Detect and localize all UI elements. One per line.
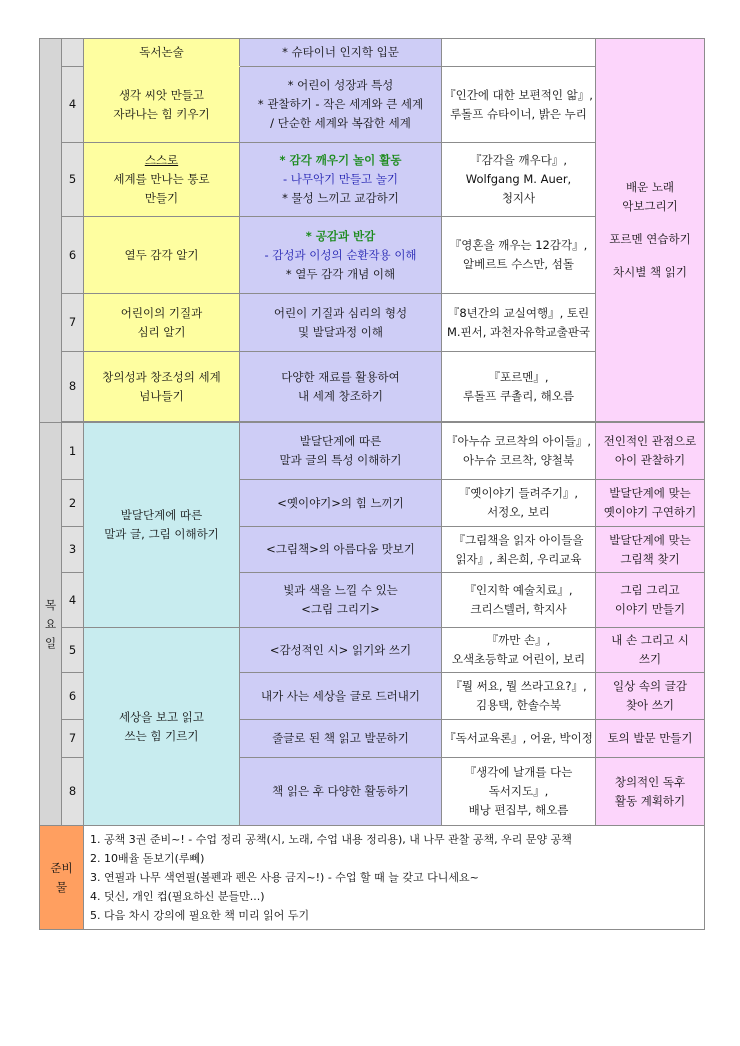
activity-text: * 물성 느끼고 교감하기 xyxy=(282,191,399,205)
practice-text: 아이 관찰하기 xyxy=(614,453,686,467)
practice-text: 쓰기 xyxy=(638,652,662,666)
prep-item: 3. 연필과 나무 색연필(볼펜과 펜은 사용 금지~!) - 수업 할 때 늘 갖고 다니세요~ xyxy=(90,871,479,884)
practice-text: 일상 속의 글감 xyxy=(613,679,687,693)
row-number: 5 xyxy=(62,143,84,217)
topic-text: 심리 알기 xyxy=(137,324,186,339)
book-text: 독서지도』, xyxy=(488,784,549,798)
activity-text: 줄글로 된 책 읽고 발문하기 xyxy=(272,731,409,745)
book-text: 『포르멘』, xyxy=(488,369,549,384)
table-row xyxy=(40,39,705,67)
prep-item: 5. 다음 차시 강의에 필요한 책 미리 읽어 두기 xyxy=(90,909,310,922)
activity-text: * 공감과 반감 xyxy=(305,228,376,243)
book-text: 루돌프 슈타이너, 밝은 누리 xyxy=(450,106,587,121)
practice-cell xyxy=(596,527,705,573)
row-number: 8 xyxy=(62,758,84,826)
activity-text: <옛이야기>의 힘 느끼기 xyxy=(277,495,404,510)
book-cell xyxy=(442,527,596,573)
topic-cell xyxy=(84,294,240,352)
activity-cell xyxy=(240,423,442,480)
book-cell xyxy=(442,217,596,294)
topic-text: 쓰는 힘 기르기 xyxy=(124,728,199,743)
book-text: Wolfgang M. Auer, xyxy=(465,172,572,186)
topic-text: 세계를 만나는 통로 xyxy=(113,172,210,186)
activity-cell xyxy=(240,758,442,826)
book-text: 청지사 xyxy=(501,191,536,205)
row-number: 7 xyxy=(62,294,84,352)
schedule-table xyxy=(39,38,705,930)
practice-text: 포르멘 연습하기 xyxy=(609,232,691,246)
activity-cell xyxy=(240,628,442,673)
book-text: 『아누슈 코르착의 아이들』, xyxy=(445,434,592,448)
day-label: 목 xyxy=(44,597,57,612)
prep-item: 2. 10배율 돋보기(루뻬) xyxy=(90,852,205,865)
book-text: 『인간에 대한 보편적인 앎』, xyxy=(444,87,593,102)
practice-cell xyxy=(596,720,705,758)
activity-text: 및 발달과정 이해 xyxy=(297,324,384,339)
day-cell-thursday xyxy=(40,423,62,826)
activity-text: 다양한 재료를 활용하여 xyxy=(281,369,400,384)
activity-cell xyxy=(240,673,442,720)
topic-text: 만들기 xyxy=(144,191,179,205)
practice-text: 전인적인 관점으로 xyxy=(603,434,697,448)
activity-text: - 감성과 이성의 순환작용 이해 xyxy=(264,247,417,262)
book-text: 아누슈 코르착, 양철북 xyxy=(463,453,574,467)
practice-cell xyxy=(596,628,705,673)
activity-cell xyxy=(240,573,442,628)
row-number: 8 xyxy=(62,352,84,422)
book-text: 『영혼을 깨우는 12감각』, xyxy=(449,238,588,252)
topic-cell xyxy=(84,628,240,826)
book-text: 루돌프 쿠촐리, 해오름 xyxy=(463,388,574,403)
topic-cell xyxy=(84,39,240,67)
topic-text: 넘나들기 xyxy=(139,388,184,403)
activity-text: * 열두 감각 개념 이해 xyxy=(285,266,396,281)
prep-label-cell xyxy=(40,826,84,930)
topic-text: 생각 씨앗 만들고 xyxy=(118,87,205,102)
prep-label: 준비 xyxy=(50,860,73,875)
row-number: 3 xyxy=(62,527,84,573)
book-cell xyxy=(442,352,596,422)
book-cell xyxy=(442,758,596,826)
activity-cell xyxy=(240,352,442,422)
prep-item: 4. 덧신, 개인 컵(필요하신 분들만...) xyxy=(90,890,265,903)
practice-text: 활동 계획하기 xyxy=(614,793,686,808)
activity-text: <그림 그리기> xyxy=(301,602,380,616)
topic-cell xyxy=(84,352,240,422)
book-cell xyxy=(442,143,596,217)
topic-cell xyxy=(84,67,240,143)
topic-text: 어린이의 기질과 xyxy=(120,305,203,320)
practice-text: 발달단계에 맞는 xyxy=(609,486,691,500)
book-cell xyxy=(442,720,596,758)
practice-text: 이야기 만들기 xyxy=(614,602,686,616)
book-text: 김용택, 한솔수북 xyxy=(475,698,562,712)
prep-row xyxy=(40,826,705,930)
book-text: 알베르트 수스만, 섬돌 xyxy=(463,257,574,271)
book-text: 서정오, 보리 xyxy=(487,505,550,519)
activity-text: / 단순한 세계와 복잡한 세계 xyxy=(270,116,411,130)
book-text: 『옛이야기 들려주기』, xyxy=(458,486,579,500)
activity-text: <그림책>의 아름다움 맛보기 xyxy=(266,542,415,556)
topic-text: 창의성과 창조성의 세계 xyxy=(102,369,221,384)
topic-text: 말과 글, 그림 이해하기 xyxy=(104,527,219,541)
practice-cell xyxy=(596,673,705,720)
practice-cell xyxy=(596,573,705,628)
topic-cell xyxy=(84,423,240,628)
book-cell xyxy=(442,294,596,352)
topic-text: 자라나는 힘 키우기 xyxy=(113,106,210,121)
day-label: 요 xyxy=(44,616,57,631)
activity-text: * 어린이 성장과 특성 xyxy=(287,78,394,92)
book-text: 『생각에 날개를 다는 xyxy=(464,765,573,779)
practice-text: 악보그리기 xyxy=(622,199,678,213)
prep-item: 1. 공책 3권 준비~! - 수업 정리 공책(시, 노래, 수업 내용 정리용), 내 나무 관찰 공책, 우리 문양 공책 xyxy=(90,833,572,846)
practice-text: 그림책 찾기 xyxy=(620,551,680,566)
prep-label: 물 xyxy=(55,879,68,894)
activity-text: 내 세계 창조하기 xyxy=(297,388,384,403)
book-text: 『감각을 깨우다』, xyxy=(470,153,567,167)
book-cell xyxy=(442,628,596,673)
practice-cell xyxy=(596,423,705,480)
book-cell xyxy=(442,39,596,67)
row-number: 5 xyxy=(62,628,84,673)
topic-text: 독서논술 xyxy=(139,45,184,59)
practice-cell xyxy=(596,39,705,422)
activity-text: * 슈타이너 인지학 입문 xyxy=(282,45,399,59)
book-text: M.핀서, 과천자유학교출판국 xyxy=(446,324,591,339)
book-text: 『까만 손』, xyxy=(486,633,551,647)
activity-text: 책 읽은 후 다양한 활동하기 xyxy=(272,784,409,798)
activity-text: 발달단계에 따른 xyxy=(299,434,382,448)
practice-text: 창의적인 독후 xyxy=(614,774,686,789)
book-text: 읽자』, 최은희, 우리교육 xyxy=(455,551,582,566)
book-cell xyxy=(442,67,596,143)
prep-list xyxy=(84,826,705,930)
activity-text: * 관찰하기 - 작은 세계와 큰 세계 xyxy=(257,97,424,111)
row-number: 2 xyxy=(62,480,84,527)
table-row xyxy=(40,628,705,673)
book-text: 오색초등학교 어린이, 보리 xyxy=(451,652,586,666)
practice-text: 발달단계에 맞는 xyxy=(609,532,691,547)
book-text: 『그림책을 읽자 아이들을 xyxy=(453,532,584,547)
table-row xyxy=(40,423,705,480)
activity-text: 말과 글의 특성 이해하기 xyxy=(279,453,402,467)
day-label: 일 xyxy=(44,635,57,650)
row-number: 6 xyxy=(62,217,84,294)
row-number: 7 xyxy=(62,720,84,758)
activity-cell xyxy=(240,217,442,294)
book-cell xyxy=(442,573,596,628)
topic-cell xyxy=(84,143,240,217)
topic-text: 열두 감각 알기 xyxy=(124,247,199,262)
day-cell-top xyxy=(40,39,62,423)
activity-cell xyxy=(240,294,442,352)
row-number: 6 xyxy=(62,673,84,720)
book-text: 배낭 편집부, 해오름 xyxy=(468,803,569,817)
book-cell xyxy=(442,423,596,480)
activity-cell xyxy=(240,143,442,217)
row-number xyxy=(62,39,84,67)
activity-text: - 나무악기 만들고 놀기 xyxy=(282,172,399,186)
activity-text: 어린이 기질과 심리의 형성 xyxy=(273,305,408,320)
activity-cell xyxy=(240,527,442,573)
activity-cell xyxy=(240,39,442,67)
practice-cell xyxy=(596,758,705,826)
book-text: 크리스텔러, 학지사 xyxy=(470,602,567,616)
activity-text: <감성적인 시> 읽기와 쓰기 xyxy=(269,642,412,657)
practice-text: 토의 발문 만들기 xyxy=(607,731,693,745)
book-cell xyxy=(442,480,596,527)
practice-text: 찾아 쓰기 xyxy=(625,698,675,712)
topic-cell xyxy=(84,217,240,294)
book-cell xyxy=(442,673,596,720)
practice-text: 그림 그리고 xyxy=(620,583,680,597)
practice-text: 내 손 그리고 시 xyxy=(611,633,689,647)
activity-cell xyxy=(240,67,442,143)
practice-text: 옛이야기 구연하기 xyxy=(603,505,697,519)
book-text: 『인지학 예술치료』, xyxy=(464,583,573,597)
row-number: 4 xyxy=(62,67,84,143)
practice-text: 배운 노래 xyxy=(625,180,675,194)
topic-text: 발달단계에 따른 xyxy=(120,508,203,522)
row-number: 4 xyxy=(62,573,84,628)
topic-text: 스스로 xyxy=(144,153,179,167)
book-text: 『8년간의 교실여행』, 토린 xyxy=(447,305,590,320)
activity-text: 내가 사는 세상을 글로 드러내기 xyxy=(260,688,421,703)
topic-text: 세상을 보고 읽고 xyxy=(118,709,205,724)
book-text: 『독서교육론』, 어윤, 박이정 xyxy=(444,731,593,745)
activity-text: 빛과 색을 느낄 수 있는 xyxy=(283,583,398,597)
row-number: 1 xyxy=(62,423,84,480)
activity-text: * 감각 깨우기 놀이 활동 xyxy=(279,153,402,167)
practice-text: 차시별 책 읽기 xyxy=(613,265,687,279)
activity-cell xyxy=(240,480,442,527)
book-text: 『뭘 써요, 뭘 쓰라고요?』, xyxy=(450,679,587,693)
practice-cell xyxy=(596,480,705,527)
activity-cell xyxy=(240,720,442,758)
